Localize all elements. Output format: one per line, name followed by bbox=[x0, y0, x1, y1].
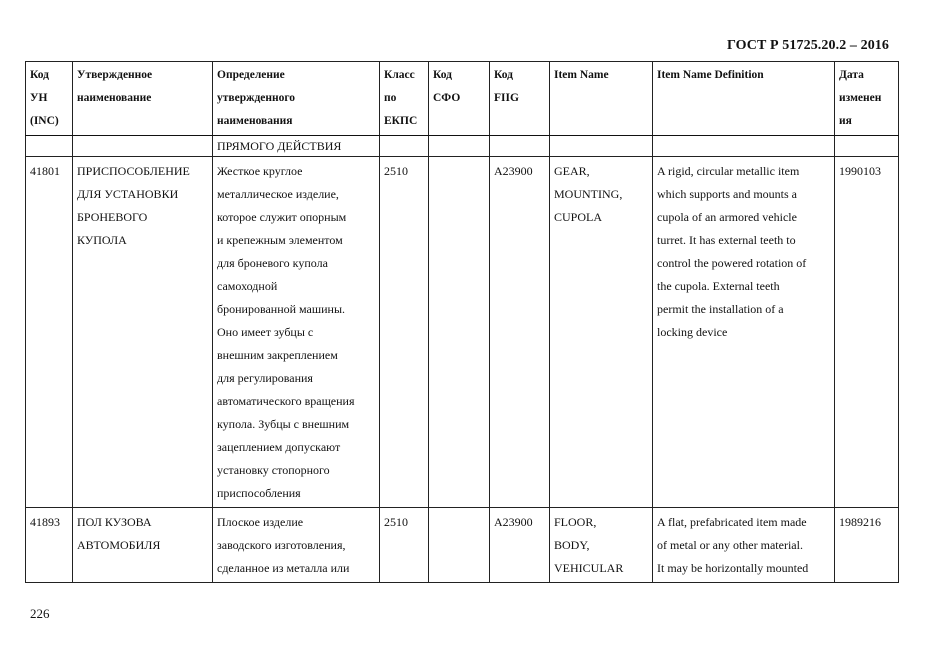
header-item-name: Item Name bbox=[550, 62, 653, 136]
cell-approved-name: ПОЛ КУЗОВА АВТОМОБИЛЯ bbox=[73, 508, 213, 583]
header-change-date: Дата изменен ия bbox=[835, 62, 899, 136]
cell-empty bbox=[550, 136, 653, 157]
cell-fiig-code: A23900 bbox=[490, 157, 550, 508]
table-row bbox=[26, 157, 899, 508]
continuation-row bbox=[26, 136, 899, 157]
header-sfo-code: Код СФО bbox=[429, 62, 490, 136]
cell-empty bbox=[653, 136, 835, 157]
cell-ekps-class: 2510 bbox=[380, 508, 429, 583]
cell-empty bbox=[380, 136, 429, 157]
table-row bbox=[26, 508, 899, 583]
cell-sfo-code bbox=[429, 157, 490, 508]
header-item-name-definition: Item Name Definition bbox=[653, 62, 835, 136]
cell-item-name-definition: A rigid, circular metallic item which supports and mounts a cupola of an armored vehicle turret. It has external teeth to control the powered rotation of the cupola. External teeth permit the installation of a locking device bbox=[653, 157, 835, 508]
nomenclature-table bbox=[25, 61, 899, 583]
cell-item-name: FLOOR, BODY, VEHICULAR bbox=[550, 508, 653, 583]
header-ekps-class: Класс по ЕКПС bbox=[380, 62, 429, 136]
cell-change-date: 1990103 bbox=[835, 157, 899, 508]
cell-sfo-code bbox=[429, 508, 490, 583]
cell-empty bbox=[490, 136, 550, 157]
cell-definition: Жесткое круглое металлическое изделие, которое служит опорным и крепежным элементом для броневого купола самоходной бронированной машины. Оно имеет зубцы с внешним закреплением для регулирования автоматического вращения купола. Зубцы с внешним зацеплением допускают установку стопорного приспособления bbox=[213, 157, 380, 508]
cell-fiig-code: A23900 bbox=[490, 508, 550, 583]
cell-item-name: GEAR, MOUNTING, CUPOLA bbox=[550, 157, 653, 508]
cell-inc: 41893 bbox=[26, 508, 73, 583]
cell-inc: 41801 bbox=[26, 157, 73, 508]
cell-empty bbox=[73, 136, 213, 157]
cell-change-date: 1989216 bbox=[835, 508, 899, 583]
header-definition: Определение утвержденного наименования bbox=[213, 62, 380, 136]
cell-approved-name: ПРИСПОСОБЛЕНИЕ ДЛЯ УСТАНОВКИ БРОНЕВОГО КУПОЛА bbox=[73, 157, 213, 508]
cell-empty bbox=[835, 136, 899, 157]
cell-definition: Плоское изделие заводского изготовления, сделанное из металла или bbox=[213, 508, 380, 583]
cell-empty bbox=[26, 136, 73, 157]
cell-ekps-class: 2510 bbox=[380, 157, 429, 508]
page-number: 226 bbox=[30, 606, 50, 621]
table-header-row bbox=[26, 62, 899, 136]
continuation-definition: ПРЯМОГО ДЕЙСТВИЯ bbox=[213, 136, 380, 157]
document-header: ГОСТ Р 51725.20.2 – 2016 bbox=[726, 38, 889, 53]
header-inc: Код УН (INC) bbox=[26, 62, 73, 136]
cell-item-name-definition: A flat, prefabricated item made of metal or any other material. It may be horizontally mounted bbox=[653, 508, 835, 583]
header-approved-name: Утвержденное наименование bbox=[73, 62, 213, 136]
cell-empty bbox=[429, 136, 490, 157]
header-fiig-code: Код FIIG bbox=[490, 62, 550, 136]
